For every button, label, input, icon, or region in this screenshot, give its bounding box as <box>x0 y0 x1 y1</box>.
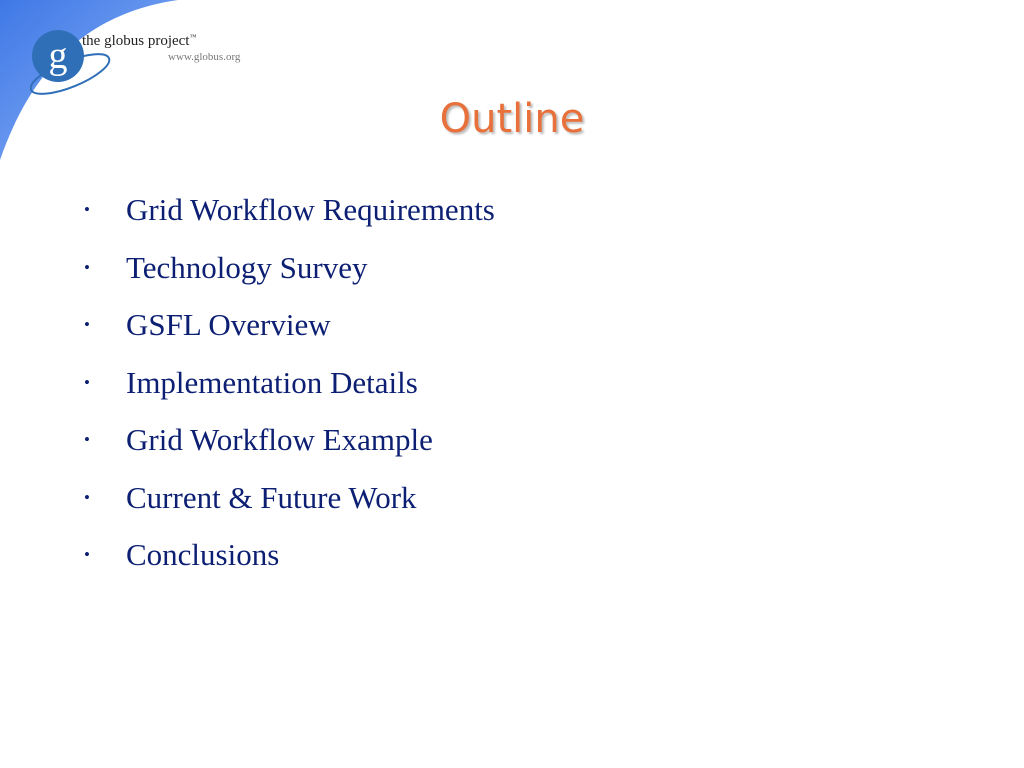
globus-logo-letter: g <box>48 35 68 77</box>
bullet-text: Technology Survey <box>126 249 368 285</box>
bullet-text: Conclusions <box>126 537 280 572</box>
bullet-text: Implementation Details <box>126 364 418 400</box>
slide-title: Outline <box>439 96 585 142</box>
bullet-dot-icon: • <box>84 545 90 564</box>
globus-logo-name-text: the globus project <box>82 33 190 49</box>
globus-logo <box>30 28 270 98</box>
globus-logo-url: www.globus.org <box>168 51 241 63</box>
globus-logo-name <box>82 33 196 50</box>
bullet-dot-icon: • <box>84 487 90 507</box>
bullet-text: Current & Future Work <box>126 479 417 515</box>
bullet-dot-icon: • <box>84 430 90 449</box>
bullet-dot-icon: • <box>84 257 90 277</box>
bullet-dot-icon: • <box>84 200 90 219</box>
bullet-text: Grid Workflow Requirements <box>126 192 495 227</box>
bullet-text: Grid Workflow Example <box>126 422 433 457</box>
globus-logo-trademark: ™ <box>189 33 197 41</box>
bullet-dot-icon: • <box>84 372 90 392</box>
bullet-dot-icon: • <box>84 315 90 334</box>
bullet-text: GSFL Overview <box>126 307 331 342</box>
